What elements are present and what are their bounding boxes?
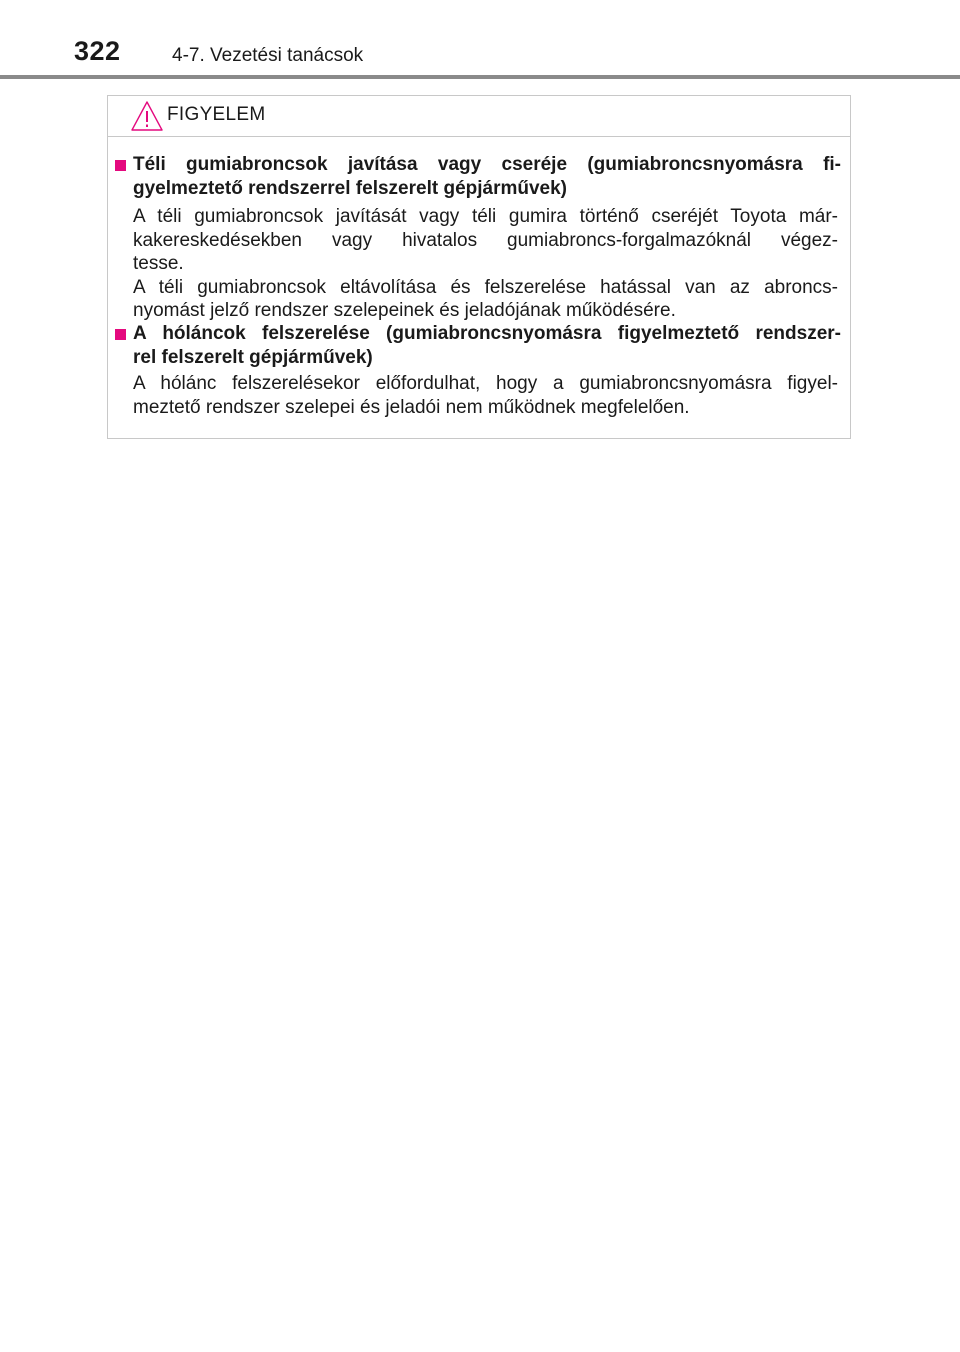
item-title-line: gyelmeztető rendszerrel felszerelt gépjárművek) [133,178,568,199]
item-body-line: nyomást jelző rendszer szelepeinek és jeladójának működésére. [133,300,676,321]
item-body [133,372,838,419]
item-body-line: A téli gumiabroncsok eltávolítása és felszerelése hatással van az abroncs- [133,276,838,298]
warning-triangle-icon [130,100,164,132]
item-body-line: A téli gumiabroncsok javítását vagy téli gumira történő cseréjét Toyota már- [133,206,838,227]
item-title-line: A hóláncok felszerelése (gumiabroncsnyomásra figyelmeztető rendszer- [133,323,841,344]
warning-box [107,95,851,439]
section-title: 4-7. Vezetési tanácsok [172,45,364,66]
item-body-line: A hólánc felszerelésekor előfordulhat, hogy a gumiabroncsnyomásra figyel- [133,373,838,394]
item-title-line: Téli gumiabroncsok javítása vagy cseréje (gumiabroncsnyomásra fi- [133,154,841,175]
page-number: 322 [74,36,121,66]
bullet-square-icon [115,160,126,171]
item-body-line: meztető rendszer szelepei és jeladói nem működnek megfelelően. [133,396,690,418]
item-title [133,153,841,201]
bullet-square-icon [115,329,126,340]
item-title-line: rel felszerelt gépjárművek) [133,347,373,368]
warning-label: FIGYELEM [167,104,266,125]
item-body [133,205,838,323]
item-body-line: kakereskedésekben vagy hivatalos gumiabroncs-forgalmazóknál végez- [133,229,838,251]
header-rule [0,75,960,79]
item-title [133,322,841,370]
page-header [0,0,960,80]
warning-header [108,96,850,137]
item-body-line: tesse. [133,253,184,274]
